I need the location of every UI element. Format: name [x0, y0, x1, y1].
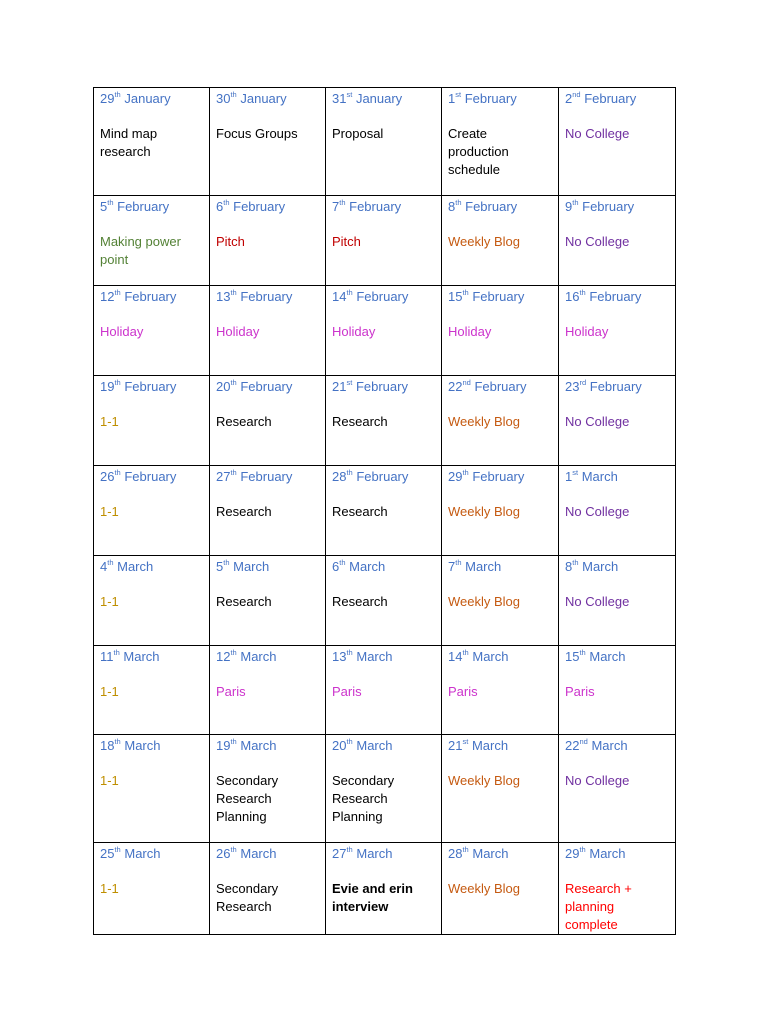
- cell-task: Paris: [332, 684, 362, 699]
- cell-task: 1-1: [100, 414, 119, 429]
- cell-task: No College: [565, 773, 630, 788]
- date-day: 8: [448, 199, 456, 214]
- cell-task: Research: [216, 594, 272, 609]
- date-month: March: [356, 738, 393, 753]
- schedule-row: [94, 646, 676, 735]
- date-ordinal-suffix: st: [346, 378, 353, 387]
- date-day: 18: [100, 738, 115, 753]
- cell-date: [448, 90, 552, 108]
- date-month: March: [124, 738, 161, 753]
- date-day: 20: [332, 738, 347, 753]
- date-ordinal-suffix: th: [572, 558, 579, 567]
- schedule-cell: [210, 286, 326, 376]
- cell-date: [100, 198, 203, 216]
- date-month: March: [581, 469, 618, 484]
- cell-date: [565, 198, 669, 216]
- cell-date: [216, 648, 319, 666]
- cell-date: [100, 288, 203, 306]
- date-day: 11: [100, 649, 114, 664]
- cell-task: Research: [216, 414, 272, 429]
- date-ordinal-suffix: th: [223, 558, 230, 567]
- schedule-cell: [326, 646, 442, 735]
- cell-task: Research: [332, 504, 388, 519]
- cell-task: Weekly Blog: [448, 414, 521, 429]
- schedule-cell: [442, 88, 559, 196]
- date-day: 29: [448, 469, 463, 484]
- schedule-cell: [326, 286, 442, 376]
- cell-task: Holiday: [565, 324, 609, 339]
- schedule-cell: [559, 556, 676, 646]
- cell-date: [332, 468, 435, 486]
- date-ordinal-suffix: th: [230, 378, 237, 387]
- cell-date: [448, 378, 552, 396]
- schedule-cell: [442, 646, 559, 735]
- date-ordinal-suffix: th: [230, 648, 237, 657]
- date-ordinal-suffix: th: [114, 468, 121, 477]
- date-month: February: [124, 469, 177, 484]
- date-month: February: [349, 199, 402, 214]
- date-month: March: [124, 846, 161, 861]
- date-day: 26: [100, 469, 115, 484]
- schedule-cell: [559, 466, 676, 556]
- schedule-cell: [94, 88, 210, 196]
- date-month: March: [349, 559, 386, 574]
- cell-date: [332, 648, 435, 666]
- date-ordinal-suffix: th: [339, 198, 346, 207]
- schedule-cell: [94, 843, 210, 935]
- cell-date: [332, 378, 435, 396]
- schedule-cell: [94, 196, 210, 286]
- schedule-row: [94, 843, 676, 935]
- date-ordinal-suffix: th: [223, 198, 230, 207]
- date-month: February: [465, 199, 518, 214]
- date-month: February: [124, 289, 177, 304]
- schedule-cell: [210, 466, 326, 556]
- date-ordinal-suffix: th: [230, 288, 237, 297]
- cell-date: [332, 90, 435, 108]
- schedule-table: [93, 87, 676, 935]
- date-month: March: [356, 846, 393, 861]
- date-month: March: [117, 559, 154, 574]
- cell-task: Weekly Blog: [448, 594, 521, 609]
- date-month: February: [472, 469, 525, 484]
- date-month: March: [472, 649, 509, 664]
- cell-date: [216, 558, 319, 576]
- schedule-cell: [326, 88, 442, 196]
- date-month: February: [472, 289, 525, 304]
- date-month: March: [240, 738, 277, 753]
- schedule-cell: [559, 286, 676, 376]
- cell-task: Proposal: [332, 126, 384, 141]
- date-day: 12: [216, 649, 231, 664]
- date-day: 14: [448, 649, 463, 664]
- date-month: March: [471, 738, 509, 753]
- schedule-body: [94, 88, 676, 935]
- schedule-row: [94, 88, 676, 196]
- schedule-row: [94, 735, 676, 843]
- date-ordinal-suffix: st: [455, 90, 462, 99]
- cell-date: [100, 378, 203, 396]
- date-day: 12: [100, 289, 115, 304]
- cell-task: No College: [565, 126, 630, 141]
- date-day: 4: [100, 559, 108, 574]
- date-month: February: [582, 199, 635, 214]
- cell-date: [100, 845, 203, 863]
- date-day: 21: [448, 738, 463, 753]
- cell-date: [216, 468, 319, 486]
- schedule-cell: [442, 466, 559, 556]
- schedule-cell: [442, 843, 559, 935]
- schedule-cell: [559, 196, 676, 286]
- cell-task: 1-1: [100, 594, 119, 609]
- date-month: March: [591, 738, 628, 753]
- date-day: 1: [448, 91, 456, 106]
- date-month: February: [356, 289, 409, 304]
- date-ordinal-suffix: th: [113, 648, 120, 657]
- cell-task: Paris: [448, 684, 478, 699]
- date-month: March: [240, 846, 277, 861]
- schedule-cell: [210, 735, 326, 843]
- date-day: 21: [332, 379, 347, 394]
- date-day: 27: [216, 469, 231, 484]
- date-day: 20: [216, 379, 231, 394]
- cell-task: No College: [565, 234, 630, 249]
- date-day: 19: [100, 379, 115, 394]
- schedule-cell: [94, 286, 210, 376]
- schedule-cell: [210, 556, 326, 646]
- date-month: January: [240, 91, 287, 106]
- schedule-cell: [210, 646, 326, 735]
- date-day: 22: [565, 738, 580, 753]
- date-day: 2: [565, 91, 573, 106]
- schedule-cell: [442, 376, 559, 466]
- date-day: 28: [332, 469, 347, 484]
- schedule-cell: [559, 376, 676, 466]
- schedule-cell: [94, 646, 210, 735]
- schedule-cell: [94, 735, 210, 843]
- date-day: 23: [565, 379, 580, 394]
- schedule-cell: [94, 376, 210, 466]
- cell-date: [216, 845, 319, 863]
- date-month: February: [240, 379, 293, 394]
- cell-date: [332, 845, 435, 863]
- cell-task: Create production schedule: [448, 126, 509, 177]
- date-month: March: [233, 559, 270, 574]
- date-month: March: [472, 846, 509, 861]
- schedule-cell: [442, 735, 559, 843]
- schedule-cell: [210, 88, 326, 196]
- date-ordinal-suffix: th: [107, 198, 114, 207]
- cell-task: Focus Groups: [216, 126, 298, 141]
- date-month: February: [589, 379, 642, 394]
- cell-date: [332, 558, 435, 576]
- date-ordinal-suffix: th: [462, 845, 469, 854]
- schedule-row: [94, 376, 676, 466]
- schedule-cell: [559, 88, 676, 196]
- schedule-cell: [94, 556, 210, 646]
- date-month: January: [355, 91, 403, 106]
- date-day: 5: [216, 559, 224, 574]
- date-day: 16: [565, 289, 580, 304]
- cell-date: [448, 558, 552, 576]
- schedule-cell: [326, 466, 442, 556]
- date-ordinal-suffix: th: [114, 737, 121, 746]
- schedule-cell: [326, 556, 442, 646]
- date-ordinal-suffix: th: [346, 288, 353, 297]
- cell-date: [216, 378, 319, 396]
- date-day: 30: [216, 91, 231, 106]
- date-ordinal-suffix: th: [339, 558, 346, 567]
- cell-task: Secondary Research Planning: [216, 773, 279, 824]
- cell-task: Mind map research: [100, 126, 158, 159]
- cell-task: No College: [565, 504, 630, 519]
- schedule-cell: [559, 735, 676, 843]
- date-day: 13: [216, 289, 231, 304]
- schedule-cell: [442, 286, 559, 376]
- date-month: March: [582, 559, 619, 574]
- date-day: 28: [448, 846, 463, 861]
- cell-date: [448, 288, 552, 306]
- date-month: February: [233, 199, 286, 214]
- date-ordinal-suffix: th: [579, 648, 586, 657]
- date-month: January: [124, 91, 171, 106]
- date-day: 8: [565, 559, 573, 574]
- cell-date: [216, 198, 319, 216]
- date-month: February: [355, 379, 408, 394]
- date-day: 7: [332, 199, 340, 214]
- cell-date: [100, 737, 203, 755]
- schedule-cell: [210, 376, 326, 466]
- date-day: 15: [448, 289, 463, 304]
- schedule-cell: [94, 466, 210, 556]
- date-ordinal-suffix: th: [455, 198, 462, 207]
- schedule-row: [94, 286, 676, 376]
- cell-date: [216, 90, 319, 108]
- date-ordinal-suffix: th: [114, 378, 121, 387]
- date-month: March: [123, 649, 160, 664]
- date-ordinal-suffix: th: [572, 198, 579, 207]
- date-day: 13: [332, 649, 347, 664]
- cell-task: 1-1: [100, 881, 119, 896]
- schedule-cell: [442, 196, 559, 286]
- cell-date: [100, 468, 203, 486]
- date-day: 6: [216, 199, 224, 214]
- date-day: 29: [100, 91, 115, 106]
- date-day: 14: [332, 289, 347, 304]
- date-ordinal-suffix: th: [455, 558, 462, 567]
- cell-date: [565, 288, 669, 306]
- date-day: 6: [332, 559, 340, 574]
- cell-task: No College: [565, 594, 630, 609]
- cell-date: [100, 648, 203, 666]
- cell-task: Making power point: [100, 234, 181, 267]
- cell-date: [565, 90, 669, 108]
- cell-date: [565, 737, 669, 755]
- cell-date: [565, 845, 669, 863]
- date-month: March: [240, 649, 277, 664]
- date-day: 7: [448, 559, 456, 574]
- cell-task: Pitch: [332, 234, 361, 249]
- date-ordinal-suffix: th: [230, 468, 237, 477]
- date-ordinal-suffix: th: [346, 737, 353, 746]
- cell-task: Paris: [216, 684, 246, 699]
- date-month: February: [356, 469, 409, 484]
- date-ordinal-suffix: th: [346, 648, 353, 657]
- cell-task: 1-1: [100, 773, 119, 788]
- date-ordinal-suffix: th: [114, 845, 121, 854]
- cell-date: [100, 558, 203, 576]
- schedule-row: [94, 556, 676, 646]
- cell-date: [332, 198, 435, 216]
- date-month: March: [356, 649, 393, 664]
- date-day: 29: [565, 846, 580, 861]
- cell-date: [448, 198, 552, 216]
- cell-task: Research: [332, 414, 388, 429]
- date-ordinal-suffix: th: [579, 288, 586, 297]
- cell-task: Holiday: [216, 324, 260, 339]
- schedule-cell: [559, 646, 676, 735]
- cell-date: [216, 288, 319, 306]
- date-ordinal-suffix: th: [346, 468, 353, 477]
- date-day: 15: [565, 649, 580, 664]
- date-month: March: [465, 559, 502, 574]
- cell-task: 1-1: [100, 504, 119, 519]
- cell-date: [216, 737, 319, 755]
- cell-date: [448, 468, 552, 486]
- cell-date: [565, 378, 669, 396]
- date-ordinal-suffix: nd: [462, 378, 471, 387]
- date-day: 19: [216, 738, 231, 753]
- cell-date: [332, 288, 435, 306]
- date-month: February: [474, 379, 527, 394]
- date-month: February: [117, 199, 170, 214]
- schedule-cell: [326, 196, 442, 286]
- date-ordinal-suffix: th: [107, 558, 114, 567]
- schedule-cell: [326, 376, 442, 466]
- date-day: 1: [565, 469, 573, 484]
- date-ordinal-suffix: th: [114, 90, 121, 99]
- schedule-cell: [210, 843, 326, 935]
- schedule-row: [94, 196, 676, 286]
- date-ordinal-suffix: th: [462, 648, 469, 657]
- schedule-row: [94, 466, 676, 556]
- date-ordinal-suffix: st: [572, 468, 579, 477]
- date-day: 31: [332, 91, 347, 106]
- date-day: 26: [216, 846, 231, 861]
- cell-task: Holiday: [448, 324, 492, 339]
- date-month: February: [589, 289, 642, 304]
- date-ordinal-suffix: st: [346, 90, 353, 99]
- date-ordinal-suffix: th: [579, 845, 586, 854]
- date-month: February: [240, 289, 293, 304]
- cell-task: Research + planning complete: [565, 881, 632, 932]
- cell-task: 1-1: [100, 684, 119, 699]
- cell-task: Research: [216, 504, 272, 519]
- date-month: February: [240, 469, 293, 484]
- cell-task: Weekly Blog: [448, 881, 521, 896]
- cell-task: Weekly Blog: [448, 773, 521, 788]
- date-month: March: [589, 846, 626, 861]
- schedule-cell: [559, 843, 676, 935]
- cell-task: Research: [332, 594, 388, 609]
- date-ordinal-suffix: th: [462, 288, 469, 297]
- cell-date: [448, 737, 552, 755]
- cell-task: No College: [565, 414, 630, 429]
- date-day: 27: [332, 846, 347, 861]
- date-ordinal-suffix: th: [346, 845, 353, 854]
- cell-task: Secondary Research Planning: [332, 773, 395, 824]
- schedule-cell: [326, 843, 442, 935]
- date-month: February: [584, 91, 637, 106]
- cell-task: Paris: [565, 684, 595, 699]
- cell-task: Weekly Blog: [448, 234, 521, 249]
- date-month: March: [589, 649, 626, 664]
- date-ordinal-suffix: nd: [579, 737, 588, 746]
- date-day: 9: [565, 199, 573, 214]
- date-ordinal-suffix: st: [462, 737, 469, 746]
- date-ordinal-suffix: th: [230, 90, 237, 99]
- cell-date: [100, 90, 203, 108]
- cell-task: Evie and erin interview: [332, 881, 413, 914]
- date-month: February: [464, 91, 517, 106]
- cell-task: Pitch: [216, 234, 245, 249]
- date-day: 5: [100, 199, 108, 214]
- date-ordinal-suffix: nd: [572, 90, 581, 99]
- cell-task: Secondary Research: [216, 881, 279, 914]
- date-day: 25: [100, 846, 115, 861]
- date-ordinal-suffix: th: [230, 845, 237, 854]
- cell-task: Holiday: [100, 324, 144, 339]
- cell-date: [565, 648, 669, 666]
- date-ordinal-suffix: th: [114, 288, 121, 297]
- cell-date: [565, 558, 669, 576]
- cell-task: Holiday: [332, 324, 376, 339]
- cell-date: [448, 845, 552, 863]
- cell-date: [565, 468, 669, 486]
- schedule-cell: [442, 556, 559, 646]
- date-ordinal-suffix: rd: [579, 378, 587, 387]
- cell-date: [448, 648, 552, 666]
- date-ordinal-suffix: th: [230, 737, 237, 746]
- schedule-cell: [326, 735, 442, 843]
- cell-date: [332, 737, 435, 755]
- date-ordinal-suffix: th: [462, 468, 469, 477]
- date-day: 22: [448, 379, 463, 394]
- date-month: February: [124, 379, 177, 394]
- cell-task: Weekly Blog: [448, 504, 521, 519]
- schedule-cell: [210, 196, 326, 286]
